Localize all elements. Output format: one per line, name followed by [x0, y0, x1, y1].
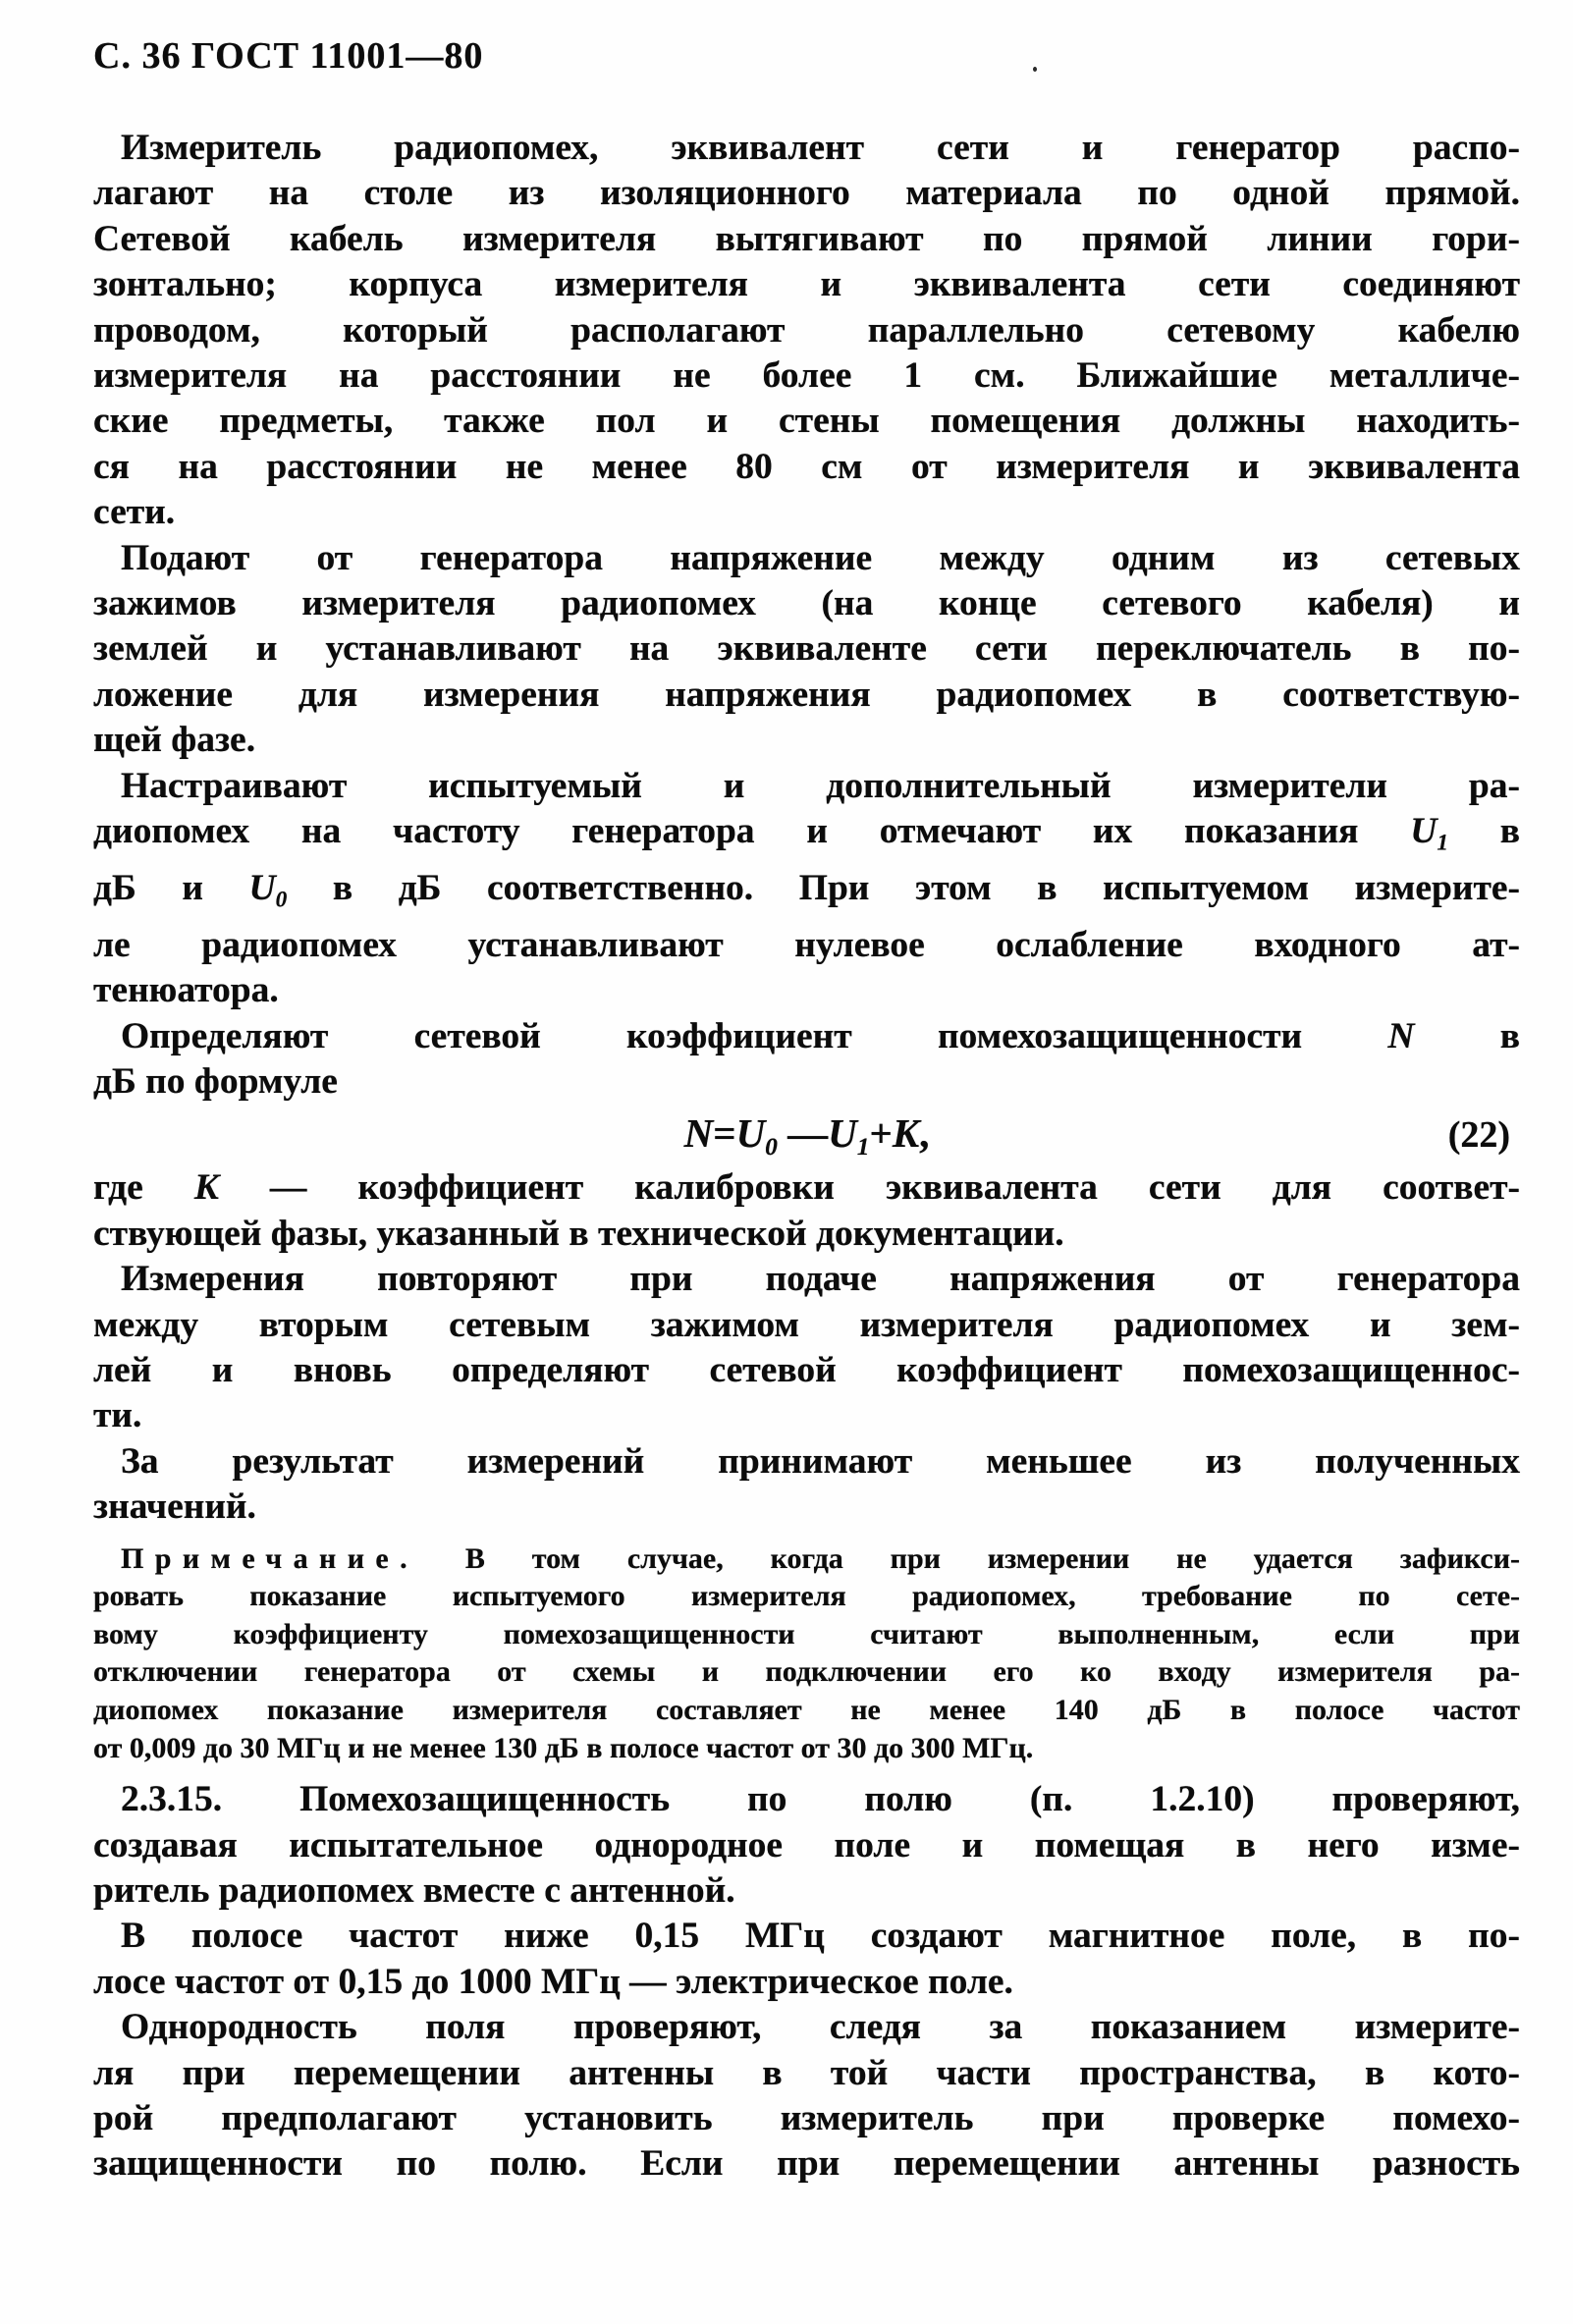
paragraph — [93, 2005, 1520, 2188]
paragraph — [93, 536, 1520, 764]
text-line: защищенности по полю. Если при перемещении антенны разность — [93, 2143, 1520, 2185]
text-line: Однородность поля проверяют, следя за показанием измерите- — [121, 2007, 1520, 2048]
math-symbol: U — [735, 1109, 766, 1156]
text-line: лей и вновь определяют сетевой коэффициент помехозащищеннос- — [93, 1350, 1520, 1391]
text-line: щей фазе. — [93, 720, 256, 761]
text-line — [93, 1165, 1520, 1211]
page-header: С. 36 ГОСТ 11001—80 — [93, 35, 484, 77]
paragraph — [93, 126, 1520, 536]
text-line: ритель радиопомех вместе с антенной. — [93, 1870, 735, 1912]
text-line: рой предполагают установить измеритель при проверке помехо- — [93, 2098, 1520, 2139]
paragraph — [93, 1914, 1520, 2005]
text-line: значений. — [93, 1486, 256, 1528]
text-line: проводом, который располагают параллельно сетевому кабелю — [93, 309, 1520, 351]
paragraph — [93, 1257, 1520, 1439]
text-line: Измеритель радиопомех, эквивалент сети и генератор распо- — [121, 128, 1520, 168]
math-symbol: U — [248, 867, 276, 908]
text-segment: где — [93, 1167, 194, 1209]
text-segment: = — [713, 1109, 736, 1156]
math-symbol: 0 — [275, 887, 288, 913]
text-segment: в — [1414, 1015, 1520, 1056]
text-segment: + — [869, 1109, 893, 1156]
text-line: измерителя на расстоянии не более 1 см. Ближайшие металличе- — [93, 355, 1520, 397]
formula — [684, 1109, 930, 1162]
text-line: ти. — [93, 1395, 142, 1436]
text-segment: — — [777, 1109, 829, 1156]
math-symbol: N — [683, 1109, 714, 1156]
paragraph — [93, 764, 1520, 1014]
text-line: лагают на столе из изоляционного материала по одной прямой. — [93, 173, 1520, 214]
text-segment: дБ и — [93, 867, 249, 908]
math-symbol: 0 — [765, 1132, 778, 1161]
text-line: Настраивают испытуемый и дополнительный измерители ра- — [121, 765, 1520, 806]
text-line — [93, 1014, 1520, 1059]
paragraph — [93, 1439, 1520, 1531]
text-line: между вторым сетевым зажимом измерителя радиопомех и зем- — [93, 1304, 1520, 1345]
math-symbol: 1 — [856, 1132, 870, 1161]
text-line: За результат измерений принимают меньшее из полученных — [121, 1440, 1520, 1482]
text-line: ле радиопомех устанавливают нулевое ослабление входного ат- — [93, 924, 1520, 965]
text-line: В полосе частот ниже 0,15 МГц создают магнитное поле, в по- — [121, 1916, 1520, 1957]
text-segment: Примечание. — [121, 1541, 419, 1575]
text-line: создавая испытательное однородное поле и помещая в него изме- — [93, 1824, 1520, 1865]
text-line: от 0,009 до 30 МГц и не менее 130 дБ в полосе частот от 30 до 300 МГц. — [93, 1731, 1034, 1764]
text-line: ские предметы, также пол и стены помещения должны находить- — [93, 401, 1520, 442]
scan-artifact — [1033, 67, 1037, 72]
paragraph — [93, 1777, 1520, 1914]
equation-number: (22) — [1447, 1114, 1510, 1157]
text-line — [93, 1540, 1520, 1579]
text-segment: — коэффициент калибровки эквивалента сети для соответ- — [218, 1167, 1520, 1209]
text-line: дБ по формуле — [93, 1061, 338, 1102]
text-segment: диопомех на частоту генератора и отмечают их показания — [93, 811, 1411, 852]
text-segment: Определяют сетевой коэффициент помехозащищенности — [121, 1015, 1388, 1056]
text-line: диопомех показание измерителя составляет не менее 140 дБ в полосе частот — [93, 1694, 1520, 1727]
math-symbol: N — [1387, 1015, 1415, 1056]
text-line: тенюатора. — [93, 970, 279, 1011]
text-line: 2.3.15. Помехозащищенность по полю (п. 1.2.10) проверяют, — [121, 1779, 1520, 1820]
text-line: лосе частот от 0,15 до 1000 МГц — электрическое поле. — [93, 1961, 1013, 2002]
math-symbol: 1 — [1437, 830, 1448, 856]
text-line: ствующей фазы, указанный в технической документации. — [93, 1213, 1064, 1254]
text-line: ся на расстоянии не менее 80 см от измерителя и эквивалента — [93, 446, 1520, 487]
text-line — [93, 809, 1520, 866]
text-line: ровать показание испытуемого измерителя радиопомех, требование по сете- — [93, 1580, 1520, 1613]
text-line: землей и устанавливают на эквиваленте сети переключатель в по- — [93, 628, 1520, 670]
math-symbol: U — [1410, 811, 1437, 852]
text-segment: в дБ соответственно. При этом в испытуемом измерите- — [287, 867, 1520, 908]
text-segment: , — [919, 1109, 930, 1156]
text-line — [93, 866, 1520, 923]
text-segment: В том случае, когда при измерении не удается зафикси- — [418, 1541, 1520, 1575]
text-line: Подают от генератора напряжение между одним из сетевых — [121, 537, 1520, 578]
paragraph — [93, 1165, 1520, 1257]
paragraph — [93, 1014, 1520, 1106]
text-segment: в — [1447, 811, 1520, 852]
math-symbol: K — [193, 1167, 219, 1209]
text-line: ложение для измерения напряжения радиопомех в соответствую- — [93, 674, 1520, 715]
text-line: сети. — [93, 492, 176, 533]
note-paragraph — [93, 1540, 1520, 1768]
formula-block — [93, 1105, 1520, 1165]
text-line: отключении генератора от схемы и подключении его ко входу измерителя ра- — [93, 1655, 1520, 1689]
document-body — [93, 126, 1520, 2188]
math-symbol: U — [828, 1109, 857, 1156]
text-line: ля при перемещении антенны в той части пространства, в кото- — [93, 2052, 1520, 2093]
text-line: Измерения повторяют при подаче напряжения от генератора — [121, 1259, 1520, 1300]
text-line: зажимов измерителя радиопомех (на конце сетевого кабеля) и — [93, 583, 1520, 624]
text-line: зонтально; корпуса измерителя и эквивалента сети соединяют — [93, 264, 1520, 305]
text-line: вому коэффициенту помехозащищенности считают выполненным, если при — [93, 1617, 1520, 1650]
text-line: Сетевой кабель измерителя вытягивают по прямой линии гори- — [93, 218, 1520, 259]
math-symbol: K — [892, 1109, 920, 1156]
